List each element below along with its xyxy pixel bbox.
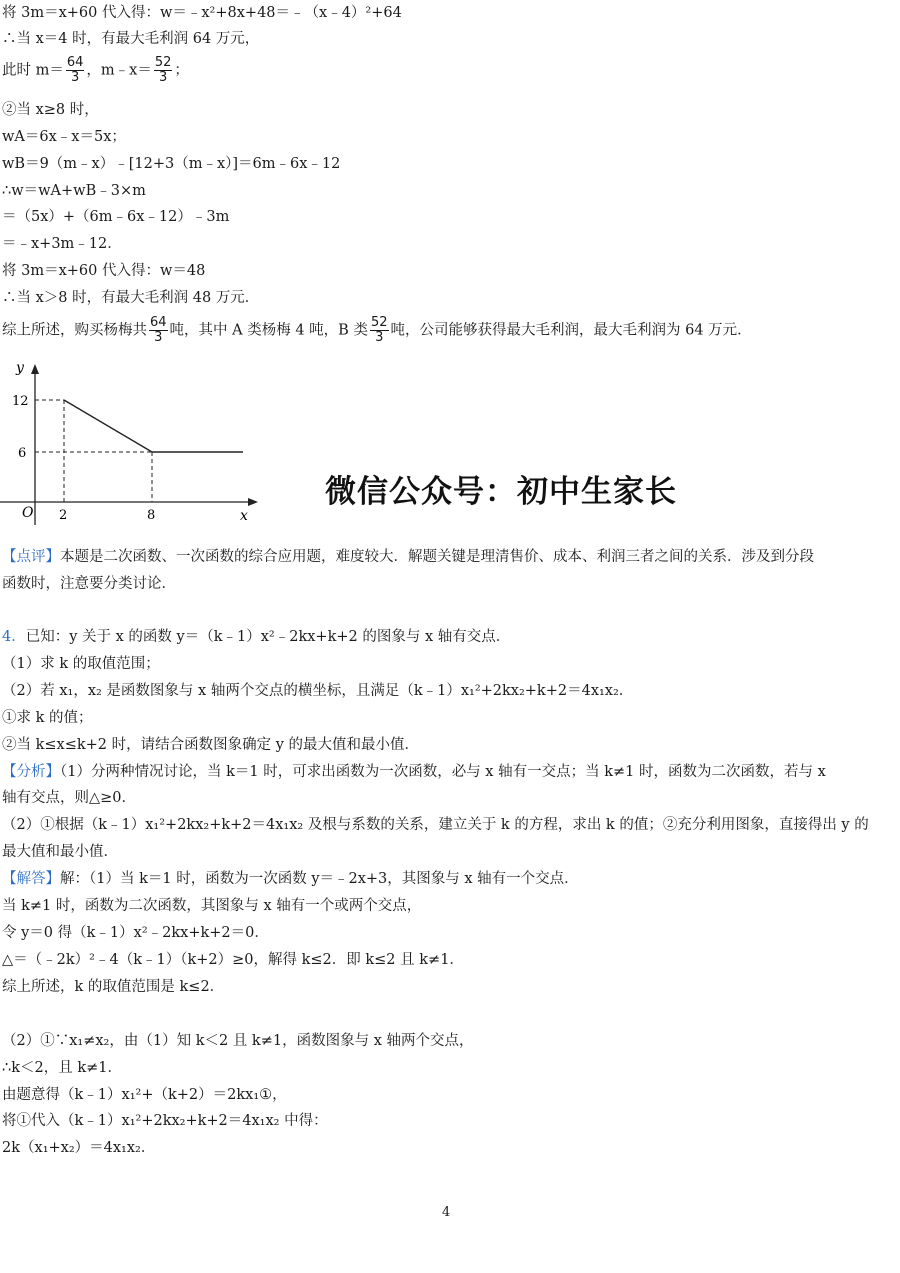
text-line: ①求 k 的值； — [2, 710, 93, 726]
text-line: ∴k＜2，且 k≠1． — [2, 1060, 123, 1076]
text-line: 函数时，注意要分类讨论． — [2, 576, 176, 592]
analysis-text: （1）分两种情况讨论，当 k＝1 时，可求出函数为一次函数，必与 x 轴有一交点；当 k≠1 时，函数为二次函数，若与 x — [60, 764, 826, 780]
y-axis-arrow — [31, 364, 39, 374]
text-segment: ，m﹣x＝ — [86, 62, 152, 79]
text-line: ∴当 x＞8 时，有最大毛利润 48 万元． — [2, 290, 260, 306]
text-line: （2）若 x₁，x₂ 是函数图象与 x 轴两个交点的横坐标，且满足（k﹣1）x₁²+2kx₂+k+2＝4x₁x₂． — [2, 683, 634, 699]
numerator: 64 — [150, 315, 167, 330]
text-segment: 综上所述，购买杨梅共 — [2, 322, 147, 339]
text-line: （1）求 k 的取值范围； — [2, 656, 160, 672]
fraction — [149, 316, 168, 345]
analysis-tag: 【分析】 — [2, 764, 60, 780]
text-line: ＝﹣x+3m﹣12． — [2, 236, 122, 252]
page-number: 4 — [442, 1205, 451, 1220]
text-line: 由题意得（k﹣1）x₁²+（k+2）＝2kx₁①， — [2, 1087, 287, 1103]
text-line: 将 3m＝x+60 代入得：w＝﹣x²+8x+48＝﹣（x﹣4）²+64 — [2, 5, 402, 21]
x-axis-arrow — [248, 498, 258, 506]
text-line: （2）①根据（k﹣1）x₁²+2kx₂+k+2＝4x₁x₂ 及根与系数的关系，建立关于 k 的方程，求出 k 的值；②充分利用图象，直接得出 y 的 — [2, 817, 869, 833]
answer-line — [2, 870, 579, 888]
x-axis-label: x — [240, 508, 248, 524]
fraction-line — [2, 56, 189, 85]
text-line: △＝（﹣2k）²﹣4（k﹣1）（k+2）≥0，解得 k≤2．即 k≤2 且 k≠1． — [2, 952, 464, 968]
text-line: 将①代入（k﹣1）x₁²+2kx₂+k+2＝4x₁x₂ 中得： — [2, 1113, 328, 1129]
text-line: 综上所述，k 的取值范围是 k≤2． — [2, 979, 225, 995]
denominator: 3 — [154, 330, 163, 345]
fraction-line — [2, 316, 752, 345]
text-segment: 吨，公司能够获得最大毛利润，最大毛利润为 64 万元． — [390, 322, 752, 339]
text-line: 最大值和最小值． — [2, 844, 118, 860]
text-line: wA＝6x﹣x＝5x； — [2, 129, 126, 145]
tick-label-y6: 6 — [18, 446, 27, 461]
text-line: 2k（x₁+x₂）＝4x₁x₂． — [2, 1140, 156, 1156]
question-number: 4． — [2, 629, 26, 645]
text-segment: 吨，其中 A 类杨梅 4 吨，B 类 — [169, 322, 368, 339]
text-line: 当 k≠1 时，函数为二次函数，其图象与 x 轴有一个或两个交点， — [2, 898, 422, 914]
denominator: 3 — [375, 330, 384, 345]
y-axis-label: y — [16, 360, 24, 376]
tick-label-y12: 12 — [12, 394, 29, 409]
text-line: ∴w＝wA+wB﹣3×m — [2, 183, 146, 199]
numerator: 52 — [154, 55, 172, 70]
fraction — [370, 316, 389, 345]
tick-label-x2: 2 — [59, 508, 68, 523]
comment-tag: 【点评】 — [2, 549, 60, 565]
function-line — [64, 400, 243, 452]
numerator: 64 — [66, 55, 84, 70]
fraction — [66, 56, 85, 85]
text-line: 令 y＝0 得（k﹣1）x²﹣2kx+k+2＝0． — [2, 925, 269, 941]
fraction — [154, 56, 173, 85]
tick-label-x8: 8 — [147, 508, 156, 523]
text-line: 轴有交点，则△≥0． — [2, 790, 137, 806]
denominator: 3 — [70, 70, 80, 85]
text-line: ＝（5x）+（6m﹣6x﹣12）﹣3m — [2, 209, 230, 225]
numerator: 52 — [370, 315, 388, 330]
question-text: 已知：y 关于 x 的函数 y＝（k﹣1）x²﹣2kx+k+2 的图象与 x 轴有交点． — [25, 629, 511, 645]
question-stem — [2, 628, 510, 646]
text-line: ∴当 x＝4 时，有最大毛利润 64 万元， — [2, 31, 260, 47]
text-line: （2）①∵x₁≠x₂，由（1）知 k＜2 且 k≠1，函数图象与 x 轴两个交点， — [2, 1033, 474, 1049]
piecewise-graph — [0, 360, 280, 530]
denominator: 3 — [158, 70, 168, 85]
comment-text: 本题是二次函数、一次函数的综合应用题，难度较大．解题关键是理清售价、成本、利润三者之间的关系．涉及到分段 — [60, 549, 814, 565]
text-segment: ； — [174, 62, 189, 79]
text-segment: 此时 m＝ — [2, 62, 64, 79]
analysis-line — [2, 763, 826, 781]
comment-line — [2, 548, 814, 566]
answer-tag: 【解答】 — [2, 871, 60, 887]
origin-label: O — [22, 505, 34, 521]
text-line: ②当 k≤x≤k+2 时，请结合函数图象确定 y 的最大值和最小值． — [2, 737, 420, 753]
text-line: ②当 x≥8 时， — [2, 102, 99, 118]
watermark-text: 微信公众号：初中生家长 — [325, 474, 677, 510]
text-line: 将 3m＝x+60 代入得：w＝48 — [2, 263, 206, 279]
text-line: wB＝9（m﹣x）﹣[12+3（m﹣x）]＝6m﹣6x﹣12 — [2, 156, 341, 172]
answer-text: 解：（1）当 k＝1 时，函数为一次函数 y＝﹣2x+3，其图象与 x 轴有一个交点． — [60, 871, 579, 887]
